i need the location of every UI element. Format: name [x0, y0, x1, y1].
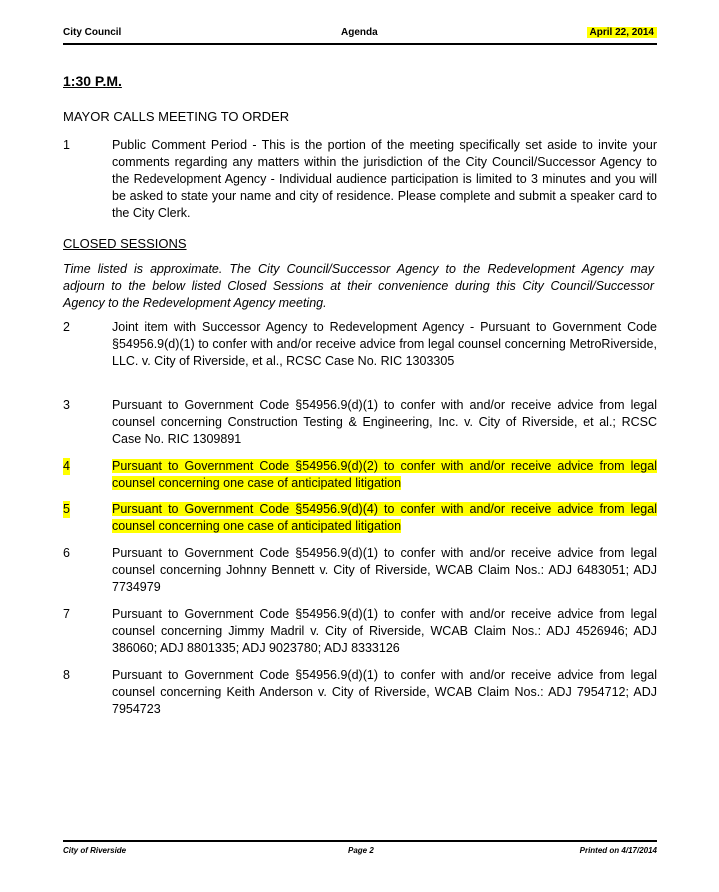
item-text: Pursuant to Government Code §54956.9(d)(1) to confer with and/or receive advice from legal counsel concerning Construction Testing & Engineering, Inc. v. City of Riverside, et al.; RCSC Case No. RIC 1309891	[112, 398, 657, 446]
item-number: 2	[63, 320, 70, 334]
item-text: Joint item with Successor Agency to Redevelopment Agency - Pursuant to Government Code §54956.9(d)(1) to confer with and/or receive advice from legal counsel concerning MetroRiverside, LLC. v. City of Riverside, et al., RCSC Case No. RIC 1303305	[112, 320, 657, 368]
item-number: 7	[63, 607, 70, 621]
header-date: April 22, 2014	[587, 27, 657, 38]
footer-page-number: Page 2	[348, 846, 374, 855]
item-text: Pursuant to Government Code §54956.9(d)(2) to confer with and/or receive advice from legal counsel concerning one case of anticipated litigation	[112, 459, 657, 490]
closed-sessions-heading: CLOSED SESSIONS	[63, 236, 187, 251]
page-header	[63, 27, 657, 43]
item-number: 1	[63, 138, 70, 152]
item-text: Pursuant to Government Code §54956.9(d)(4) to confer with and/or receive advice from legal counsel concerning one case of anticipated litigation	[112, 502, 657, 533]
session-time: 1:30 P.M.	[63, 73, 122, 89]
footer-print-date: Printed on 4/17/2014	[579, 846, 657, 855]
mayor-calls-heading: MAYOR CALLS MEETING TO ORDER	[63, 109, 290, 124]
footer-organization: City of Riverside	[63, 846, 127, 855]
item-number: 5	[63, 502, 70, 516]
item-text: Pursuant to Government Code §54956.9(d)(1) to confer with and/or receive advice from legal counsel concerning Jimmy Madril v. City of Riverside, WCAB Claim Nos.: ADJ 4526946; ADJ 386060; ADJ 8801335; ADJ 9023780; ADJ 8333126	[112, 607, 657, 655]
item-number: 6	[63, 546, 70, 560]
item-number: 4	[63, 459, 70, 473]
header-organization: City Council	[63, 27, 122, 38]
item-number: 3	[63, 398, 70, 412]
item-text: Public Comment Period - This is the portion of the meeting specifically set aside to invite your comments regarding any matters within the jurisdiction of the City Council/Successor Agency to the Redevelopment Agency - Individual audience participation is limited to 3 minutes and you will be asked to state your name and city of residence. Please complete and submit a speaker card to the City Clerk.	[112, 138, 657, 220]
footer-divider	[63, 840, 657, 842]
item-text: Pursuant to Government Code §54956.9(d)(1) to confer with and/or receive advice from legal counsel concerning Keith Anderson v. City of Riverside, WCAB Claim Nos.: ADJ 7954712; ADJ 7954723	[112, 668, 657, 716]
item-number: 8	[63, 668, 70, 682]
header-divider	[63, 43, 657, 45]
page-footer	[63, 846, 657, 858]
item-text: Pursuant to Government Code §54956.9(d)(1) to confer with and/or receive advice from legal counsel concerning Johnny Bennett v. City of Riverside, WCAB Claim Nos.: ADJ 6483051; ADJ 7734979	[112, 546, 657, 594]
header-document-type: Agenda	[341, 27, 378, 38]
closed-sessions-note: Time listed is approximate. The City Council/Successor Agency to the Redevelopment Agency may adjourn to the below listed Closed Sessions at their convenience during this City Council/Successor Agency to the Redevelopment Agency meeting.	[63, 262, 654, 310]
